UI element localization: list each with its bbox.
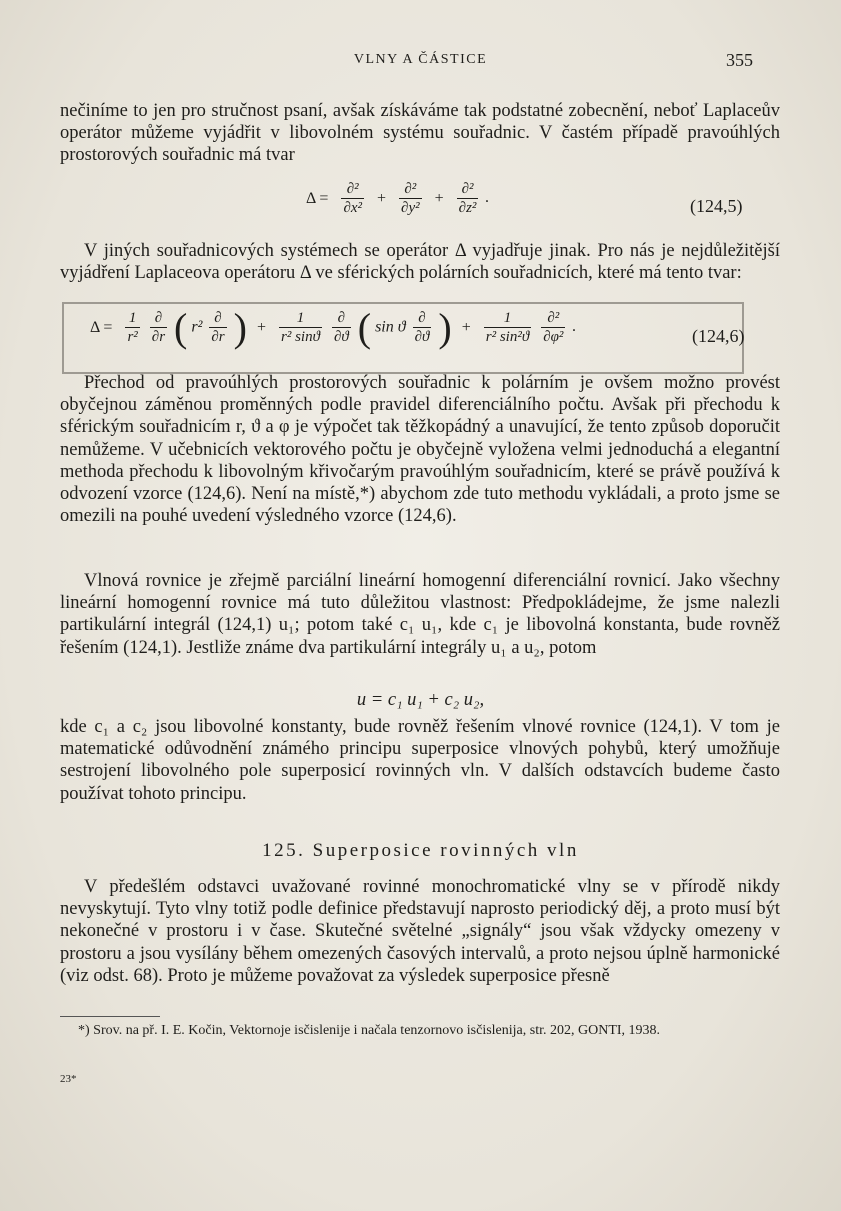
eq2-plus-1: + (256, 318, 266, 336)
page-number: 355 (726, 50, 753, 70)
eq2-e-num: ∂ (332, 309, 351, 328)
eq2-e-den: ∂ϑ (333, 329, 349, 345)
eq1-plus-1: + (377, 189, 387, 207)
eq2-end: . (572, 318, 577, 336)
footnote-divider (60, 1016, 160, 1017)
running-header: VLNY A ČÁSTICE (353, 52, 488, 67)
eq2-close-paren-2: ) (438, 305, 452, 350)
paragraph-3 (60, 372, 780, 527)
equation-number-124-5: (124,5) (690, 196, 743, 216)
eq1-t1-den: ∂x² (343, 200, 363, 216)
eq2-frac-h (541, 309, 565, 346)
eq2-frac-b (150, 309, 167, 346)
eq2-a-num: 1 (125, 309, 139, 328)
eq2-c-inner: r² (191, 318, 203, 336)
paragraph-5 (60, 716, 780, 805)
eq1-term-y (399, 180, 422, 217)
paragraph-2 (60, 240, 780, 284)
footnote (60, 1022, 780, 1040)
eq1-t3-num: ∂² (457, 180, 479, 199)
eq1-t3-den: ∂z² (458, 200, 477, 216)
eq2-f-inner: sin ϑ (375, 318, 406, 336)
eq2-frac-a (125, 309, 139, 346)
eq2-frac-f (413, 309, 432, 346)
eq2-f-den: ∂ϑ (414, 329, 430, 345)
eq1-plus-2: + (434, 189, 444, 207)
eq2-c-num: ∂ (209, 309, 226, 328)
eq1-t2-den: ∂y² (401, 200, 420, 216)
eq2-g-den: r² sin²ϑ (485, 329, 530, 345)
paragraph-4-text: Vlnová rovnice je zřejmě parciální lineární homogenní diferenciální rovnicí. Jako všechny lineární homogenní rovnice má tuto důležitou vlastnost: Předpokládejme, že jsme nalezli partikulární integrál (124,1) u₁; potom také c₁ u₁, kde c₁ je libovolná konstanta, bude rovněž řešením (124,1). Jestliže známe dva partikulární integrály u₁ a u₂, potom (60, 571, 780, 658)
eq2-frac-e (332, 309, 351, 346)
eq2-h-num: ∂² (541, 309, 565, 328)
paragraph-3-text: Přechod od pravoúhlých prostorových souřadnic k polárním je ovšem možno provést obyčejnou záměnou proměnných podle pravidel diferenciálního počtu. Avšak při přechodu k sférickým souřadnicím r, ϑ a φ je výpočet tak těžkopádný a unavující, že tento způsob doporučit nemůžeme. V učebnicích vektorového počtu je obyčejně vyložena velmi jednoduchá a elegantní methoda přechodu k libovolným křivočarým pravoúhlým souřadnicím, které se právě používá k odvození vzorce (124,6). Není na místě,*) abychom zde tuto methodu vykládali, a proto jsme se omezili na pouhé uvedení výsledného vzorce (124,6). (60, 373, 780, 527)
eq2-d-num: 1 (279, 309, 322, 328)
paragraph-6 (60, 876, 780, 987)
footnote-text: *) Srov. na př. I. E. Kočin, Vektornoje isčislenije i načala tenzornovo isčislenija, str. 202, GONTI, 1938. (78, 1023, 661, 1038)
eq2-frac-c (209, 309, 226, 346)
eq2-frac-d (279, 309, 322, 346)
eq2-lhs: Δ = (90, 318, 113, 336)
eq1-term-x (341, 180, 364, 217)
eq2-open-paren-1: ( (174, 305, 188, 350)
paragraph-2-text: V jiných souřadnicových systémech se operátor Δ vyjadřuje jinak. Pro nás je nejdůležitější vyjádření Laplaceova operátoru Δ ve sférických polárních souřadnicích, které má tento tvar: (60, 241, 780, 284)
equation-124-5 (300, 180, 489, 217)
paragraph-4 (60, 570, 780, 659)
eq2-c-den: ∂r (211, 329, 225, 345)
eq2-frac-g (484, 309, 531, 346)
paragraph-1-text: nečiníme to jen pro stručnost psaní, avšak získáváme tak podstatné zobecnění, neboť Laplaceův operátor můžeme vyjádřit v libovolném systému souřadnic. V častém případě pravoúhlých prostorových souřadnic má tvar (60, 101, 780, 166)
paragraph-5-text: kde c₁ a c₂ jsou libovolné konstanty, bude rovněž řešením vlnové rovnice (124,1). V tom je matematické odůvodnění známého principu superposice vlnových pohybů, který umožňuje sestrojení libovolného pole superposicí rovinných vln. V dalších odstavcích budeme často používat tohoto principu. (60, 717, 780, 804)
eq1-end: . (485, 189, 490, 207)
printer-signature: 23* (60, 1073, 77, 1085)
eq2-b-den: ∂r (151, 329, 166, 345)
paragraph-6-text: V předešlém odstavci uvažované rovinné monochromatické vlny se v přírodě nikdy nevyskytují. Tyto vlny totiž podle definice představují naprosto periodický děj, a proto musí být nekonečné v prostoru i v čase. Skutečné světelné „signály“ jsou však vždycky omezeny v prostoru a jsou vysílány během omezených časových intervalů, a proto nejsou úplně harmonické (viz odst. 68). Proto je můžeme považovat za výsledek superposice přesně (60, 877, 780, 986)
eq2-a-den: r² (127, 329, 138, 345)
eq2-f-num: ∂ (413, 309, 432, 328)
eq2-open-paren-2: ( (357, 305, 372, 350)
equation-number-124-6: (124,6) (692, 326, 745, 346)
eq2-d-den: r² sinϑ (281, 329, 320, 345)
eq1-t2-num: ∂² (399, 180, 422, 199)
equation-124-6 (84, 304, 576, 351)
eq1-term-z (457, 180, 479, 217)
eq1-lhs: Δ = (306, 189, 329, 207)
eq2-plus-2: + (461, 318, 471, 336)
equation-superposition: u = c₁ u₁ + c₂ u₂, (356, 690, 485, 710)
eq2-b-num: ∂ (150, 309, 167, 328)
eq2-h-den: ∂φ² (543, 329, 564, 345)
paragraph-1 (60, 100, 780, 167)
section-heading: 125. Superposice rovinných vln (262, 840, 579, 861)
eq1-t1-num: ∂² (341, 180, 364, 199)
eq2-close-paren-1: ) (233, 305, 247, 350)
eq2-g-num: 1 (484, 309, 531, 328)
